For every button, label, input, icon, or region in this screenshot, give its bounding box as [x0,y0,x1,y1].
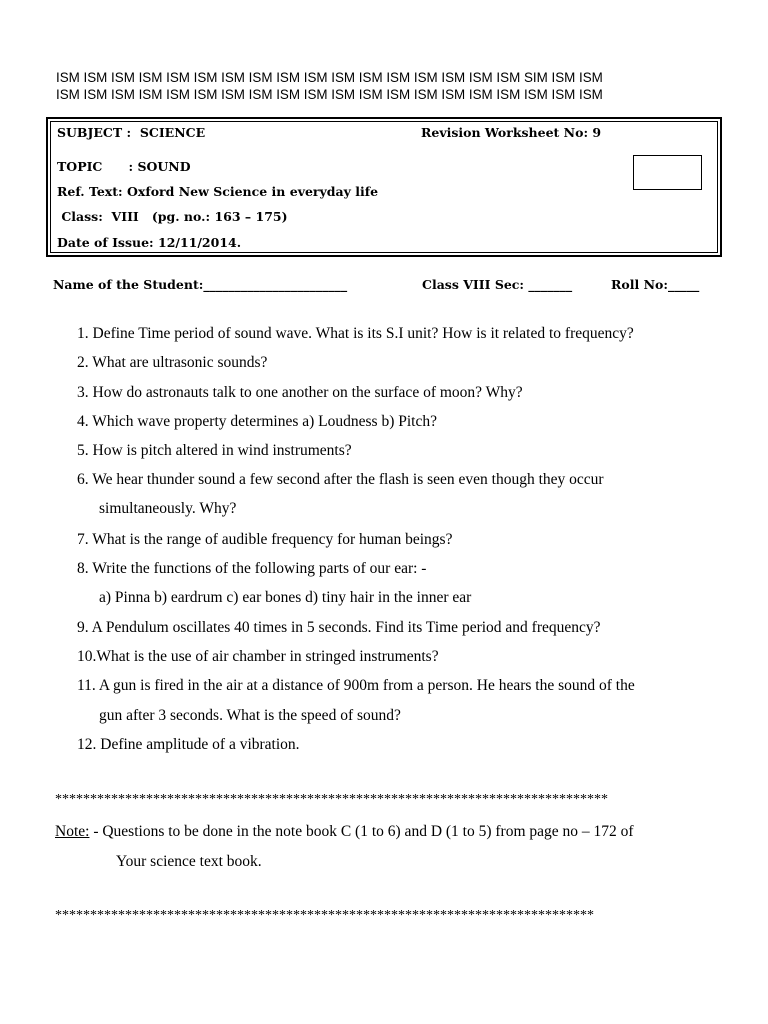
banner-line-2: ISM ISM ISM ISM ISM ISM ISM ISM ISM ISM ISM ISM ISM ISM ISM ISM ISM ISM ISM ISM [56,87,603,102]
question-item: 10.What is the use of air chamber in stringed instruments? [77,648,439,665]
asterisk-separator: ******************************************************************************* [55,792,608,807]
asterisk-separator: ***************************************************************************** [55,908,594,923]
question-item: 12. Define amplitude of a vibration. [77,736,300,753]
question-item: 1. Define Time period of sound wave. What is its S.I unit? How is it related to frequency? [77,325,634,342]
note-text: - Questions to be done in the note book C (1 to 6) and D (1 to 5) from page no – 172 of [89,823,634,840]
question-item: 2. What are ultrasonic sounds? [77,354,268,371]
date-of-issue: Date of Issue: 12/11/2014. [57,235,242,250]
subject-label: SUBJECT : SCIENCE [57,125,206,140]
question-item: 4. Which wave property determines a) Loudness b) Pitch? [77,413,437,430]
question-item: 11. A gun is fired in the air at a distance of 900m from a person. He hears the sound of the [77,677,635,694]
question-item: 5. How is pitch altered in wind instruments? [77,442,352,459]
worksheet-number: Revision Worksheet No: 9 [421,125,602,140]
marks-box [633,155,702,190]
question-item: 7. What is the range of audible frequency for human beings? [77,531,453,548]
roll-number-field[interactable]: Roll No:_____ [611,277,700,292]
class-section-field[interactable]: Class VIII Sec: _______ [422,277,573,292]
ism-banner [56,69,736,103]
reference-text: Ref. Text: Oxford New Science in everyday life [57,184,379,199]
class-and-pages: Class: VIII (pg. no.: 163 – 175) [57,209,288,224]
banner-line-1: ISM ISM ISM ISM ISM ISM ISM ISM ISM ISM ISM ISM ISM ISM ISM ISM ISM SIM ISM ISM [56,70,603,85]
question-item: 6. We hear thunder sound a few second after the flash is seen even though they occur [77,471,604,488]
note-line-1 [55,822,634,842]
question-item: 8. Write the functions of the following parts of our ear: - [77,560,427,577]
question-item: 3. How do astronauts talk to one another on the surface of moon? Why? [77,384,523,401]
student-details-row [0,277,768,297]
worksheet-header-box [46,117,722,257]
student-name-field[interactable]: Name of the Student:_______________________ [53,277,348,292]
header-inner-border [50,121,718,253]
topic-label: TOPIC : SOUND [57,159,191,174]
question-continuation: simultaneously. Why? [99,500,237,517]
note-line-2: Your science text book. [116,853,262,870]
question-continuation: gun after 3 seconds. What is the speed of sound? [99,707,401,724]
note-label: Note: [55,823,90,840]
question-item: 9. A Pendulum oscillates 40 times in 5 seconds. Find its Time period and frequency? [77,619,601,636]
question-subparts: a) Pinna b) eardrum c) ear bones d) tiny hair in the inner ear [99,589,472,606]
